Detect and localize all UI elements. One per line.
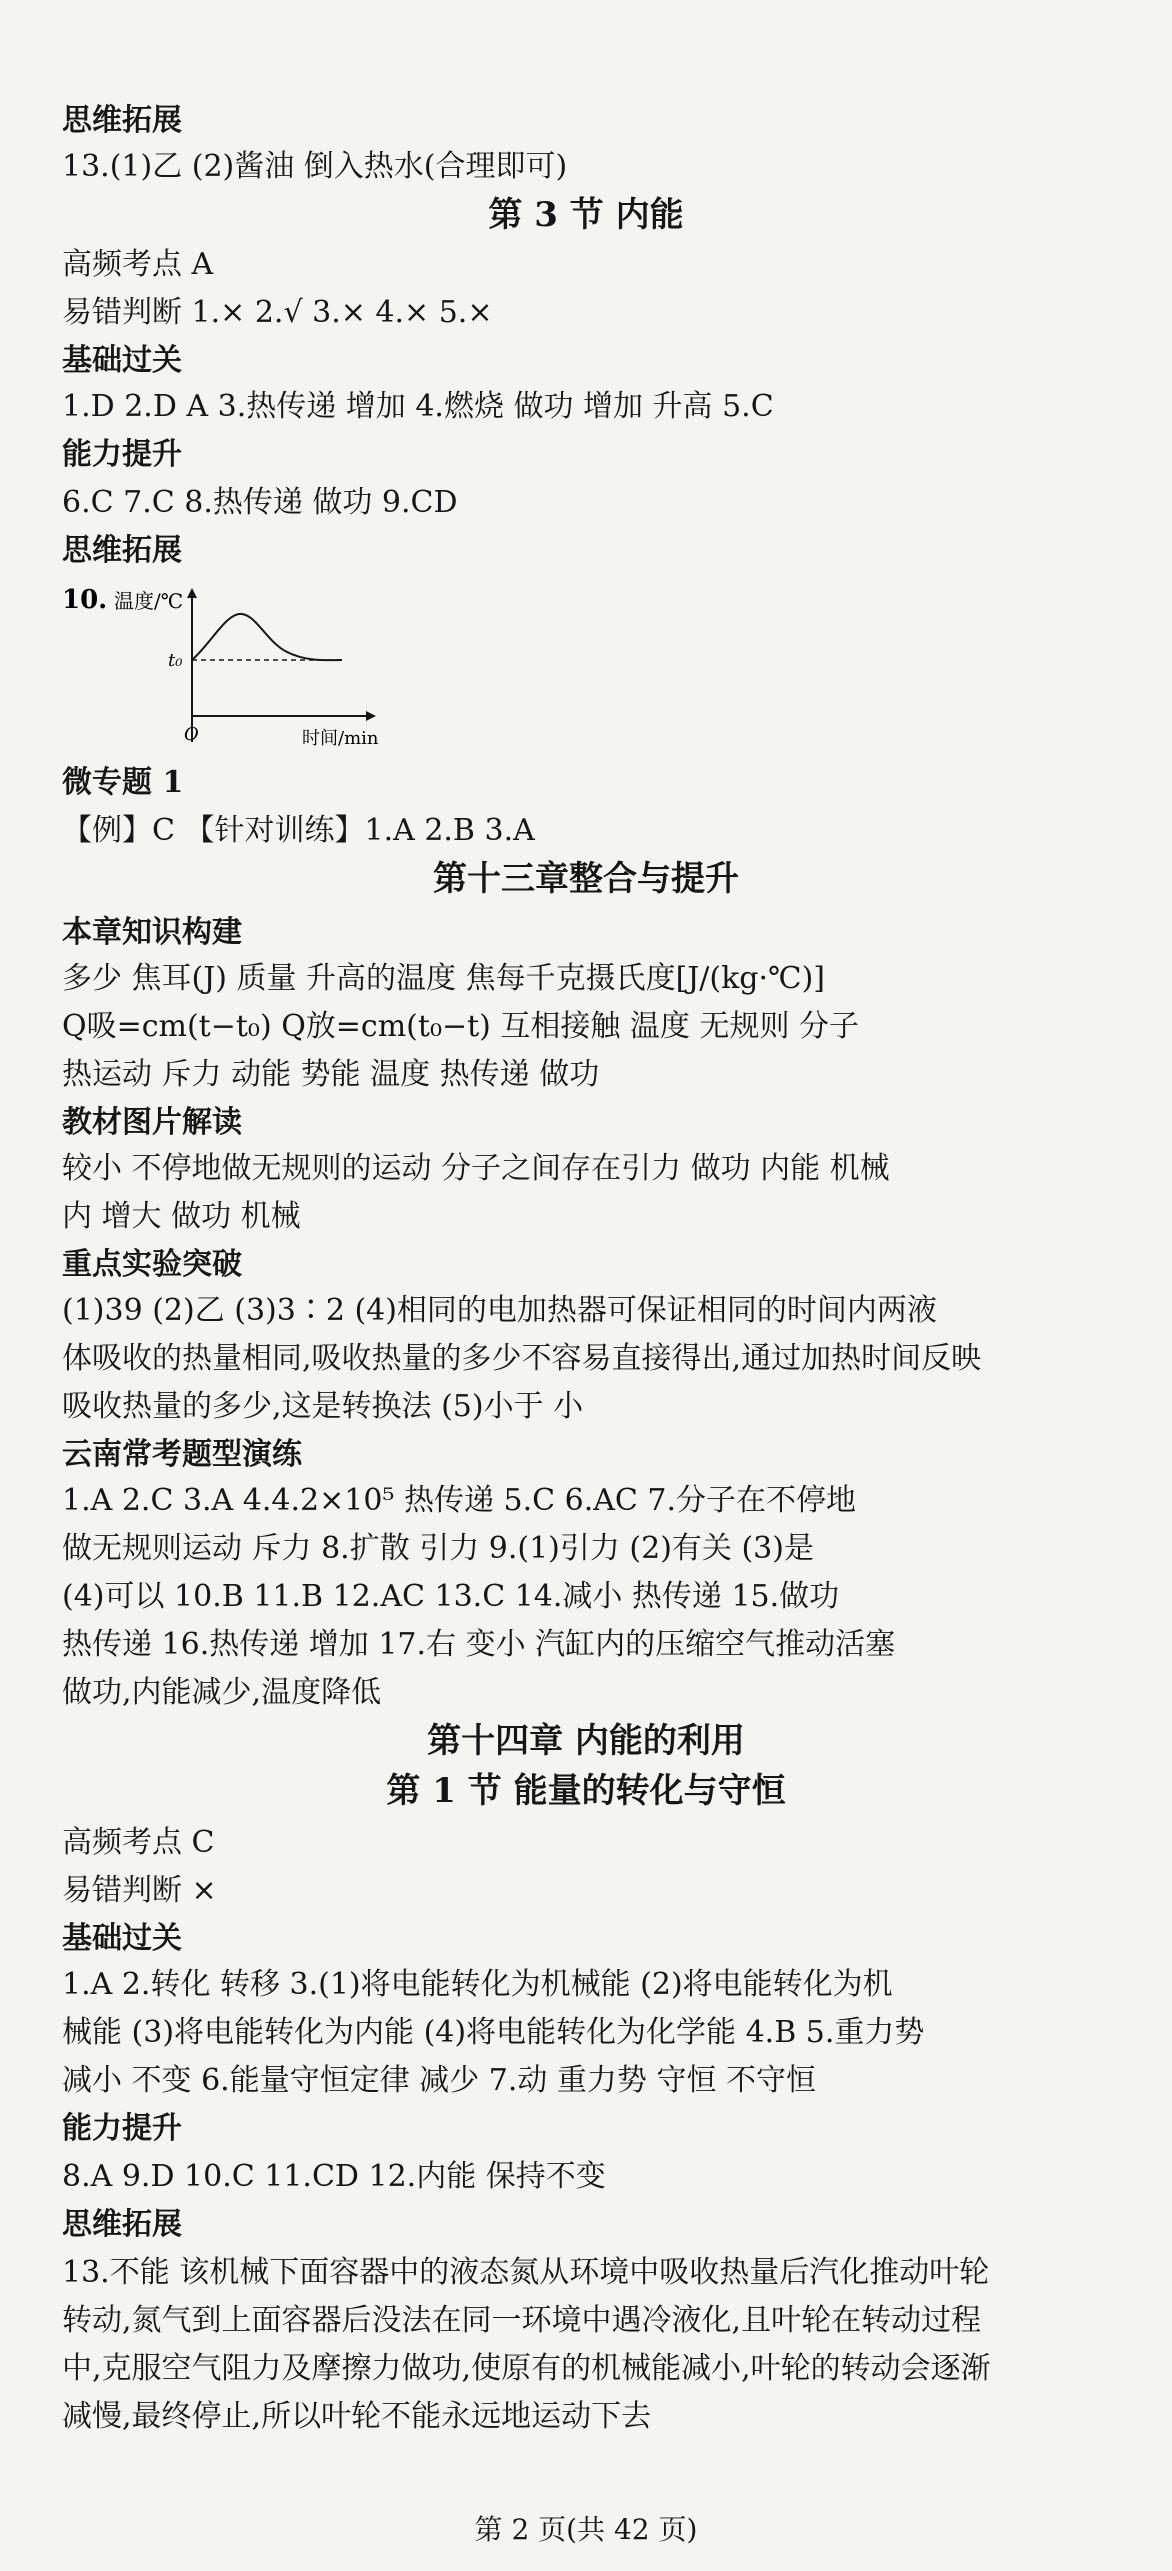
answer-line: 8.A 9.D 10.C 11.CD 12.内能 保持不变 [62, 2159, 606, 2194]
temperature-time-graph [62, 582, 422, 752]
graph-question-number: 10. [62, 585, 108, 615]
temperature-curve [192, 614, 342, 660]
answer-line: 内 增大 做功 机械 [62, 1199, 301, 1234]
section-heading: 本章知识构建 [62, 915, 242, 950]
answer-line: 易错判断 × [62, 1873, 217, 1908]
answer-line: 1.A 2.C 3.A 4.4.2×10⁵ 热传递 5.C 6.AC 7.分子在不停地 [62, 1483, 857, 1518]
section-heading: 能力提升 [62, 437, 182, 472]
answer-line: 1.D 2.D A 3.热传递 增加 4.燃烧 做功 增加 升高 5.C [62, 389, 774, 424]
answer-line: 减慢,最终停止,所以叶轮不能永远地运动下去 [62, 2399, 652, 2434]
answer-line: 易错判断 1.× 2.√ 3.× 4.× 5.× [62, 295, 493, 330]
answer-line: 中,克服空气阻力及摩擦力做功,使原有的机械能减小,叶轮的转动会逐渐 [62, 2351, 991, 2386]
section-heading: 微专题 1 [62, 765, 184, 800]
answer-line: 热运动 斥力 动能 势能 温度 热传递 做功 [62, 1057, 600, 1092]
chapter-title: 第十四章 内能的利用 [427, 1721, 745, 1761]
answer-line: 减小 不变 6.能量守恒定律 减少 7.动 重力势 守恒 不守恒 [62, 2063, 816, 2098]
origin-label: O [184, 724, 199, 745]
answer-line: 做无规则运动 斥力 8.扩散 引力 9.(1)引力 (2)有关 (3)是 [62, 1531, 814, 1566]
section-heading: 基础过关 [62, 1921, 182, 1956]
answer-line: 高频考点 A [62, 247, 214, 282]
answer-line: 多少 焦耳(J) 质量 升高的温度 焦每千克摄氏度[J/(kg·℃)] [62, 961, 826, 996]
answer-line: 体吸收的热量相同,吸收热量的多少不容易直接得出,通过加热时间反映 [62, 1341, 982, 1376]
answer-line: 械能 (3)将电能转化为内能 (4)将电能转化为化学能 4.B 5.重力势 [62, 2015, 925, 2050]
section-heading: 教材图片解读 [62, 1105, 242, 1140]
section-heading: 思维拓展 [62, 2207, 182, 2242]
answer-line: 热传递 16.热传递 增加 17.右 变小 汽缸内的压缩空气推动活塞 [62, 1627, 896, 1662]
answer-line: 13.不能 该机械下面容器中的液态氮从环境中吸收热量后汽化推动叶轮 [62, 2255, 990, 2290]
page-footer: 第 2 页(共 42 页) [474, 2513, 698, 2546]
chapter-title: 第十三章整合与提升 [433, 859, 739, 899]
y-axis-arrow [187, 588, 197, 598]
answer-line: 转动,氮气到上面容器后没法在同一环境中遇冷液化,且叶轮在转动过程 [62, 2303, 982, 2338]
section-title: 第 3 节 内能 [488, 195, 684, 235]
section-heading: 重点实验突破 [62, 1247, 242, 1282]
answer-line: 1.A 2.转化 转移 3.(1)将电能转化为机械能 (2)将电能转化为机 [62, 1967, 893, 2002]
answer-line: 6.C 7.C 8.热传递 做功 9.CD [62, 485, 458, 520]
answer-line: 【例】C 【针对训练】1.A 2.B 3.A [62, 813, 535, 848]
section-title: 第 1 节 能量的转化与守恒 [386, 1771, 786, 1811]
answer-line: (4)可以 10.B 11.B 12.AC 13.C 14.减小 热传递 15.做功 [62, 1579, 840, 1614]
section-heading: 思维拓展 [62, 103, 182, 138]
answer-line: Q吸=cm(t−t₀) Q放=cm(t₀−t) 互相接触 温度 无规则 分子 [62, 1009, 860, 1044]
x-axis-arrow [366, 711, 376, 721]
answer-line: 做功,内能减少,温度降低 [62, 1675, 382, 1710]
section-heading: 思维拓展 [62, 533, 182, 568]
t0-label: t₀ [168, 650, 183, 671]
answer-line: 13.(1)乙 (2)酱油 倒入热水(合理即可) [62, 149, 568, 184]
graph-y-label: 温度/℃ [114, 589, 184, 613]
section-heading: 基础过关 [62, 343, 182, 378]
answer-line: 高频考点 C [62, 1825, 215, 1860]
answer-line: (1)39 (2)乙 (3)3∶2 (4)相同的电加热器可保证相同的时间内两液 [62, 1293, 937, 1328]
answer-line: 吸收热量的多少,这是转换法 (5)小于 小 [62, 1389, 584, 1424]
graph-x-label: 时间/min [302, 728, 379, 749]
section-heading: 云南常考题型演练 [62, 1437, 302, 1472]
section-heading: 能力提升 [62, 2111, 182, 2146]
answer-line: 较小 不停地做无规则的运动 分子之间存在引力 做功 内能 机械 [62, 1151, 890, 1186]
